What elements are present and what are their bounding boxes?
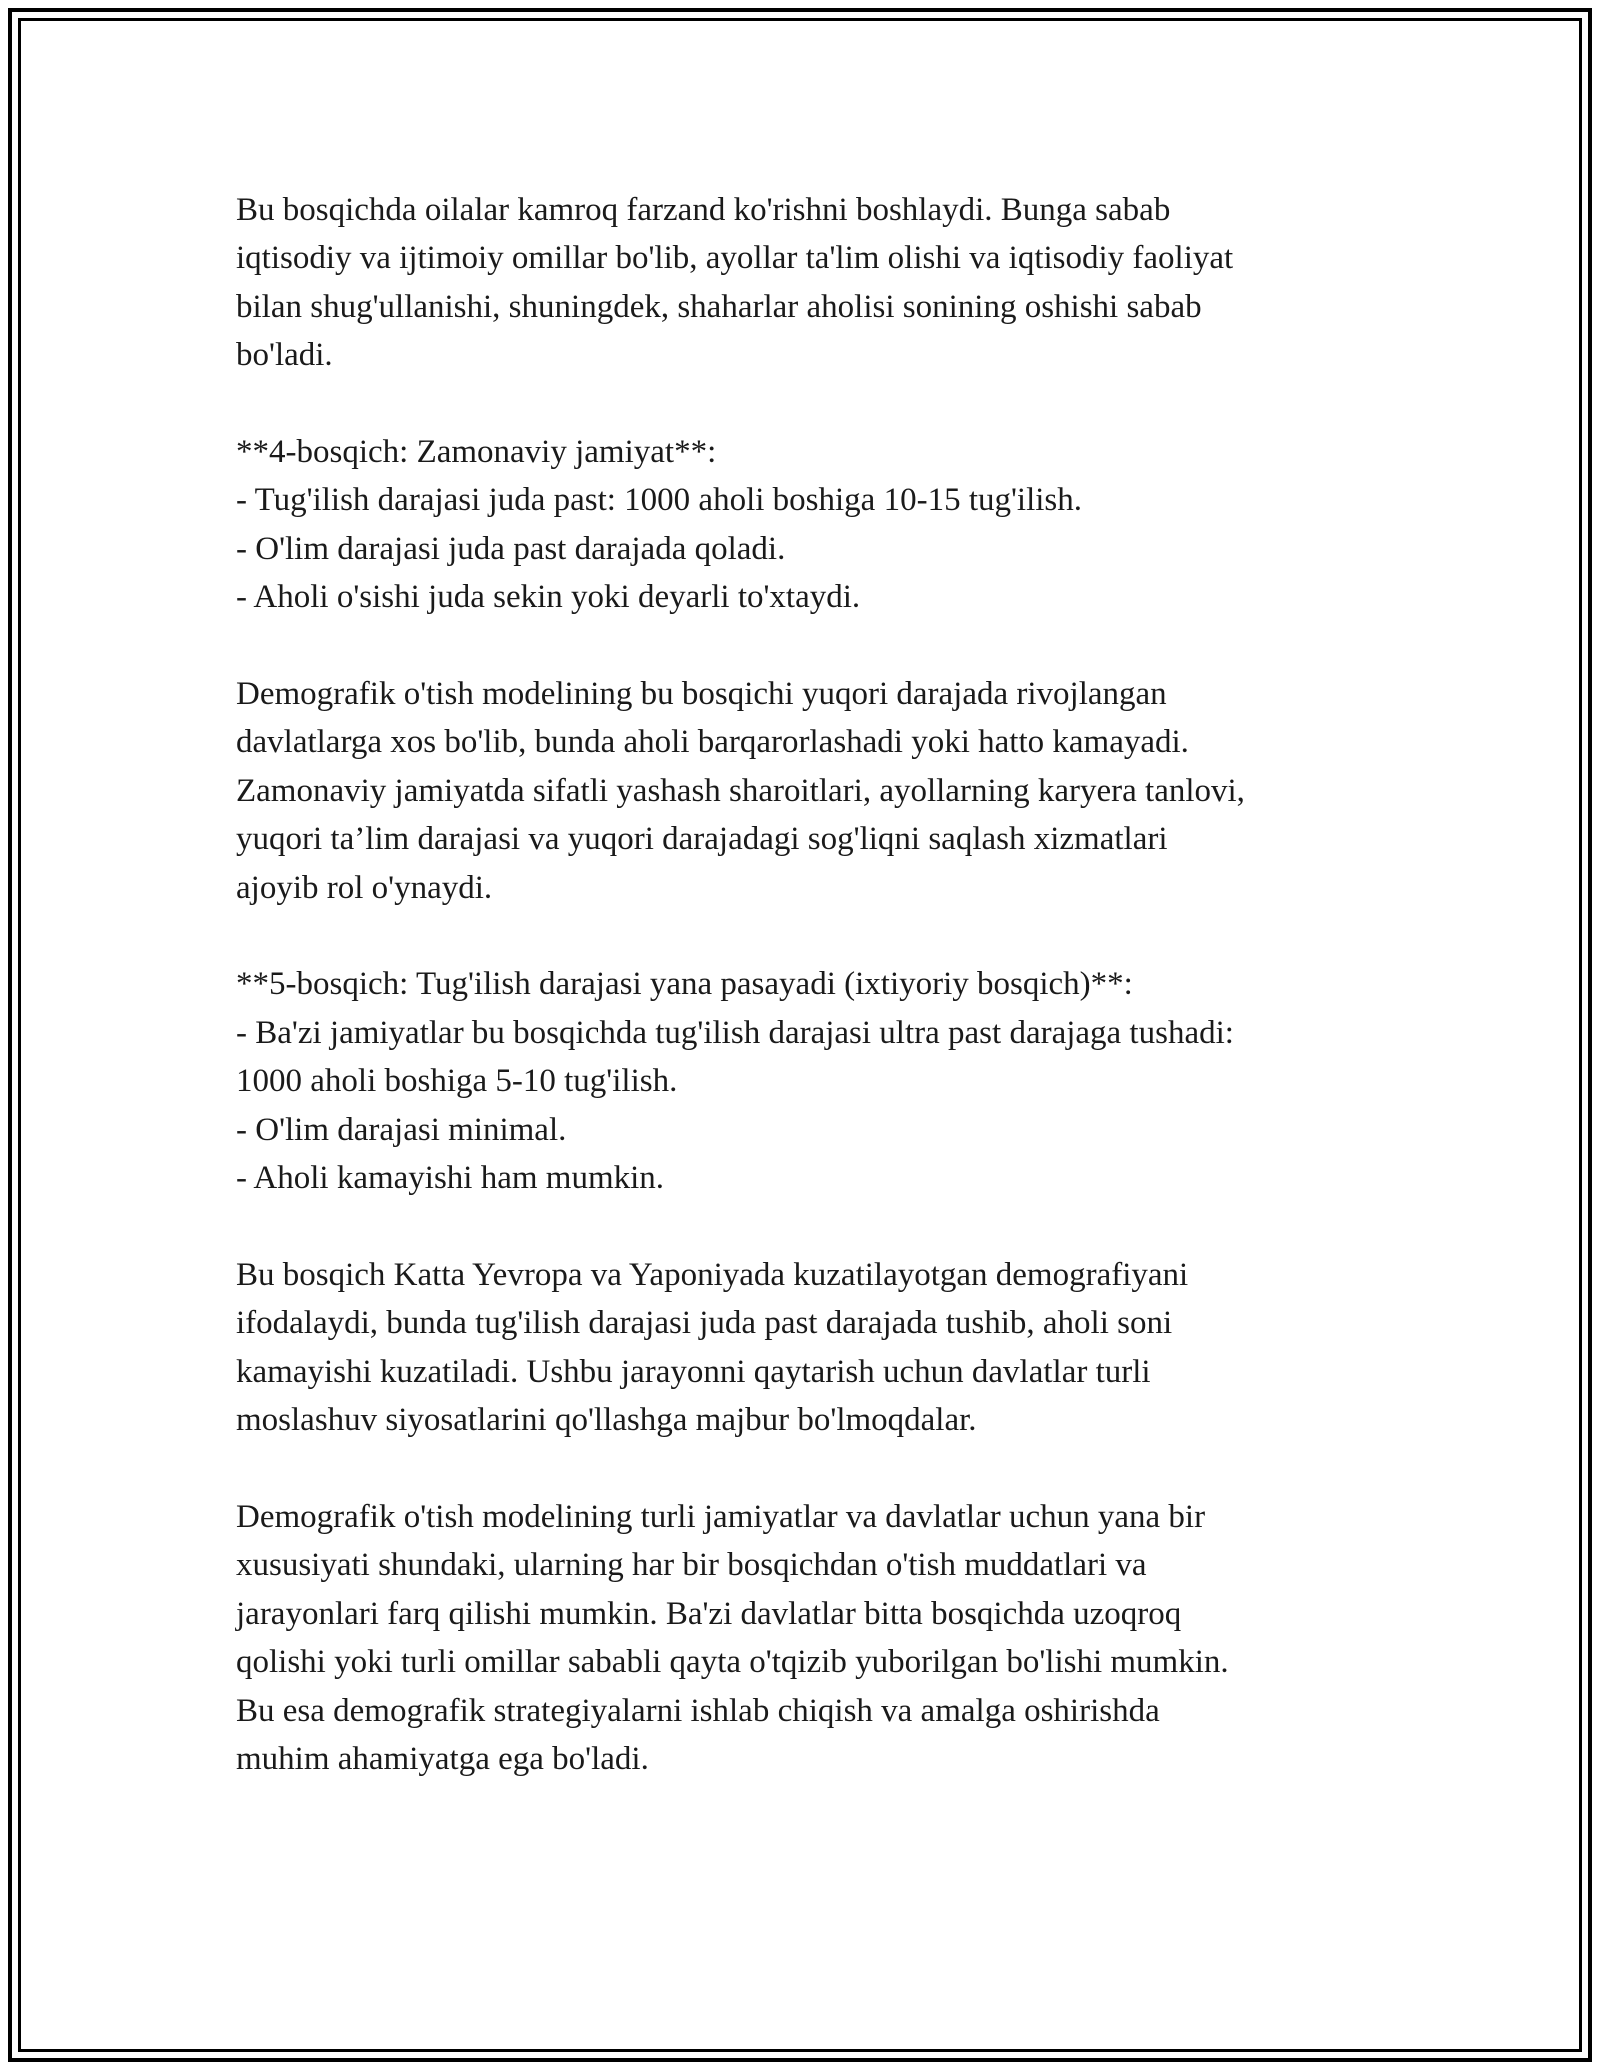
section-heading: **4-bosqich: Zamonaviy jamiyat**: — [236, 434, 717, 471]
text-line: Demografik o'tish modelining bu bosqichi yuqori darajada rivojlangan — [236, 676, 1167, 713]
list-item: - O'lim darajasi juda past darajada qoladi. — [236, 530, 786, 567]
text-line: Bu bosqich Katta Yevropa va Yaponiyada kuzatilayotgan demografiyani — [236, 1256, 1189, 1293]
paragraph-stage5-description — [236, 1251, 1416, 1445]
section-heading: **5-bosqich: Tug'ilish darajasi yana pasayadi (ixtiyoriy bosqich)**: — [236, 966, 1133, 1003]
text-line: bilan shug'ullanishi, shuningdek, shaharlar aholisi sonining oshishi sabab — [236, 288, 1202, 325]
text-line: jarayonlari farq qilishi mumkin. Ba'zi davlatlar bitta bosqichda uzoqroq — [236, 1595, 1182, 1632]
paragraph-stage4-list — [236, 428, 1416, 622]
paragraph-conclusion — [236, 1493, 1416, 1783]
document-body — [236, 186, 1416, 1783]
text-line: yuqori ta’lim darajasi va yuqori darajadagi sog'liqni saqlash xizmatlari — [236, 821, 1168, 858]
text-line: iqtisodiy va ijtimoiy omillar bo'lib, ayollar ta'lim olishi va iqtisodiy faoliyat — [236, 240, 1234, 277]
list-item: - Ba'zi jamiyatlar bu bosqichda tug'ilish darajasi ultra past darajaga tushadi: — [236, 1014, 1234, 1051]
text-line: bo'ladi. — [236, 337, 333, 374]
text-line: kamayishi kuzatiladi. Ushbu jarayonni qaytarish uchun davlatlar turli — [236, 1353, 1151, 1390]
text-line: Demografik o'tish modelining turli jamiyatlar va davlatlar uchun yana bir — [236, 1498, 1206, 1535]
text-line: davlatlarga xos bo'lib, bunda aholi barqarorlashadi yoki hatto kamayadi. — [236, 724, 1189, 761]
text-line: muhim ahamiyatga ega bo'ladi. — [236, 1740, 649, 1777]
list-item: - Aholi o'sishi juda sekin yoki deyarli to'xtaydi. — [236, 579, 861, 616]
text-line: xususiyati shundaki, ularning har bir bosqichdan o'tish muddatlari va — [236, 1547, 1147, 1584]
text-line: moslashuv siyosatlarini qo'llashga majbur bo'lmoqdalar. — [236, 1402, 977, 1439]
text-line: ajoyib rol o'ynaydi. — [236, 869, 493, 906]
text-line: Zamonaviy jamiyatda sifatli yashash sharoitlari, ayollarning karyera tanlovi, — [236, 772, 1245, 809]
paragraph-stage5-list — [236, 960, 1416, 1202]
list-item: - O'lim darajasi minimal. — [236, 1111, 567, 1148]
list-item-continuation: 1000 aholi boshiga 5-10 tug'ilish. — [236, 1063, 678, 1100]
text-line: qolishi yoki turli omillar sababli qayta o'tqizib yuborilgan bo'lishi mumkin. — [236, 1644, 1229, 1681]
list-item: - Aholi kamayishi ham mumkin. — [236, 1160, 665, 1197]
text-line: ifodalaydi, bunda tug'ilish darajasi juda past darajada tushib, aholi soni — [236, 1305, 1173, 1342]
list-item: - Tug'ilish darajasi juda past: 1000 aholi boshiga 10-15 tug'ilish. — [236, 482, 1083, 519]
text-line: Bu esa demografik strategiyalarni ishlab chiqish va amalga oshirishda — [236, 1692, 1160, 1729]
paragraph-stage3-summary — [236, 186, 1416, 380]
paragraph-stage4-description — [236, 670, 1416, 912]
text-line: Bu bosqichda oilalar kamroq farzand ko'rishni boshlaydi. Bunga sabab — [236, 192, 1171, 228]
